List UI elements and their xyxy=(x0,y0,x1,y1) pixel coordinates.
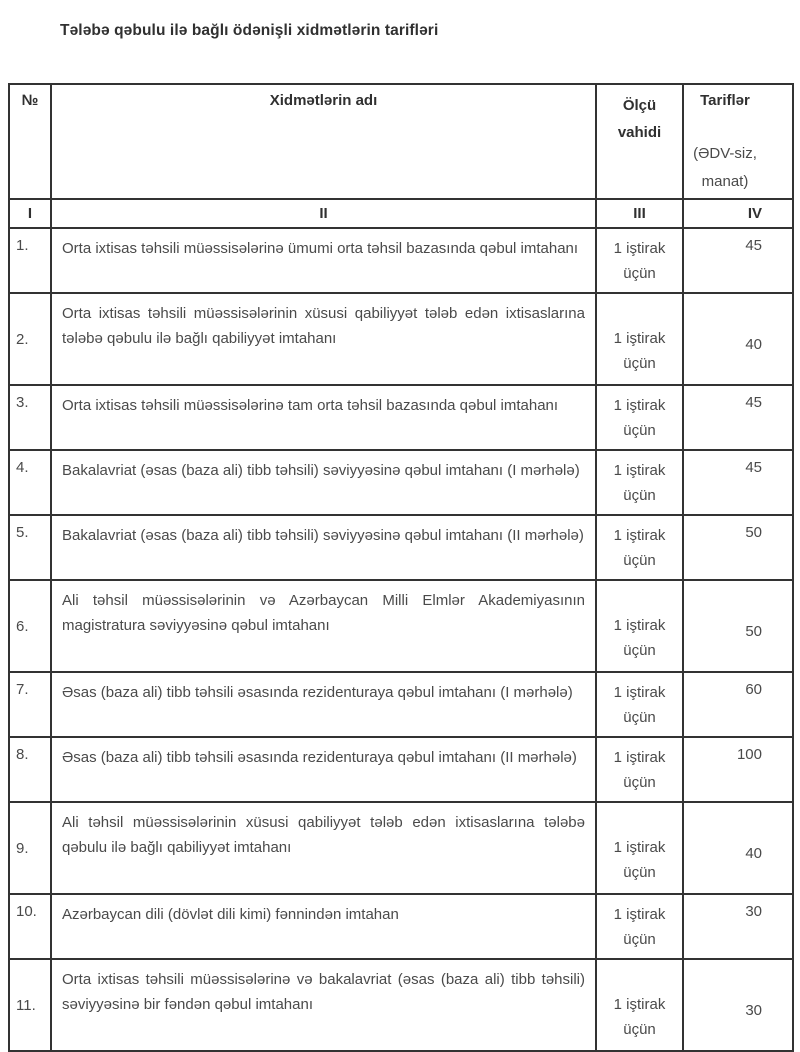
table-row xyxy=(9,959,793,1051)
tariff-header-label: Tariflər xyxy=(700,92,750,109)
table-row xyxy=(9,228,793,293)
service-name: Orta ixtisas təhsili müəssisələrinin xüsusi qabiliyyət tələb edən ixtisaslarına tələbə qəbulu ilə bağlı qabiliyyət imtahanı xyxy=(51,293,596,385)
service-name: Orta ixtisas təhsili müəssisələrinə tam orta təhsil bazasında qəbul imtahanı xyxy=(51,385,596,450)
tariff-value: 45 xyxy=(683,228,793,293)
col-header-service-name: Xidmətlərin adı xyxy=(51,84,596,199)
unit-value: 1 iştirak üçün xyxy=(596,293,683,385)
service-name: Orta ixtisas təhsili müəssisələrinə ümumi orta təhsil bazasında qəbul imtahanı xyxy=(51,228,596,293)
unit-value: 1 iştirak üçün xyxy=(596,228,683,293)
column-index-3: III xyxy=(596,199,683,228)
tariff-value: 45 xyxy=(683,385,793,450)
tariffs-table xyxy=(8,83,794,1052)
service-name: Əsas (baza ali) tibb təhsili əsasında rezidenturaya qəbul imtahanı (II mərhələ) xyxy=(51,737,596,802)
service-name: Orta ixtisas təhsili müəssisələrinə və bakalavriat (əsas (baza ali) tibb təhsili) səviyyəsinə bir fəndən qəbul imtahanı xyxy=(51,959,596,1051)
row-number: 11. xyxy=(9,959,51,1051)
unit-value: 1 iştirak üçün xyxy=(596,450,683,515)
unit-value: 1 iştirak üçün xyxy=(596,802,683,894)
table-header-row xyxy=(9,84,793,199)
row-number: 4. xyxy=(9,450,51,515)
row-number: 3. xyxy=(9,385,51,450)
unit-value: 1 iştirak üçün xyxy=(596,385,683,450)
row-number: 10. xyxy=(9,894,51,959)
col-header-tariff xyxy=(683,84,793,199)
tariff-value: 45 xyxy=(683,450,793,515)
unit-value: 1 iştirak üçün xyxy=(596,737,683,802)
row-number: 6. xyxy=(9,580,51,672)
row-number: 8. xyxy=(9,737,51,802)
table-row xyxy=(9,293,793,385)
unit-value: 1 iştirak üçün xyxy=(596,672,683,737)
table-row xyxy=(9,450,793,515)
tariff-value: 60 xyxy=(683,672,793,737)
table-row xyxy=(9,580,793,672)
tariff-value: 30 xyxy=(683,894,793,959)
service-name: Ali təhsil müəssisələrinin xüsusi qabiliyyət tələb edən ixtisaslarına tələbə qəbulu ilə bağlı qabiliyyət imtahanı xyxy=(51,802,596,894)
tariff-value: 100 xyxy=(683,737,793,802)
table-row xyxy=(9,737,793,802)
column-index-row xyxy=(9,199,793,228)
tariff-value: 30 xyxy=(683,959,793,1051)
unit-value: 1 iştirak üçün xyxy=(596,894,683,959)
row-number: 5. xyxy=(9,515,51,580)
row-number: 9. xyxy=(9,802,51,894)
row-number: 2. xyxy=(9,293,51,385)
unit-value: 1 iştirak üçün xyxy=(596,515,683,580)
row-number: 7. xyxy=(9,672,51,737)
unit-value: 1 iştirak üçün xyxy=(596,959,683,1051)
table-row xyxy=(9,802,793,894)
column-index-4: IV xyxy=(683,199,793,228)
service-name: Bakalavriat (əsas (baza ali) tibb təhsili) səviyyəsinə qəbul imtahanı (II mərhələ) xyxy=(51,515,596,580)
tariff-value: 50 xyxy=(683,515,793,580)
table-row xyxy=(9,894,793,959)
row-number: 1. xyxy=(9,228,51,293)
service-name: Əsas (baza ali) tibb təhsili əsasında rezidenturaya qəbul imtahanı (I mərhələ) xyxy=(51,672,596,737)
col-header-number: № xyxy=(9,84,51,199)
column-index-1: I xyxy=(9,199,51,228)
service-name: Bakalavriat (əsas (baza ali) tibb təhsili) səviyyəsinə qəbul imtahanı (I mərhələ) xyxy=(51,450,596,515)
tariff-value: 40 xyxy=(683,293,793,385)
tariff-value: 50 xyxy=(683,580,793,672)
col-header-unit: Ölçü vahidi xyxy=(596,84,683,199)
table-row xyxy=(9,672,793,737)
column-index-2: II xyxy=(51,199,596,228)
page-title: Tələbə qəbulu ilə bağlı ödənişli xidmətlərin tarifləri xyxy=(60,22,439,39)
service-name: Azərbaycan dili (dövlət dili kimi) fənnindən imtahan xyxy=(51,894,596,959)
tariff-value: 40 xyxy=(683,802,793,894)
tariff-header-note: (ƏDV-siz, manat) xyxy=(693,145,757,190)
service-name: Ali təhsil müəssisələrinin və Azərbaycan Milli Elmlər Akademiyasının magistratura səviyyəsinə qəbul imtahanı xyxy=(51,580,596,672)
table-row xyxy=(9,515,793,580)
table-row xyxy=(9,385,793,450)
unit-value: 1 iştirak üçün xyxy=(596,580,683,672)
